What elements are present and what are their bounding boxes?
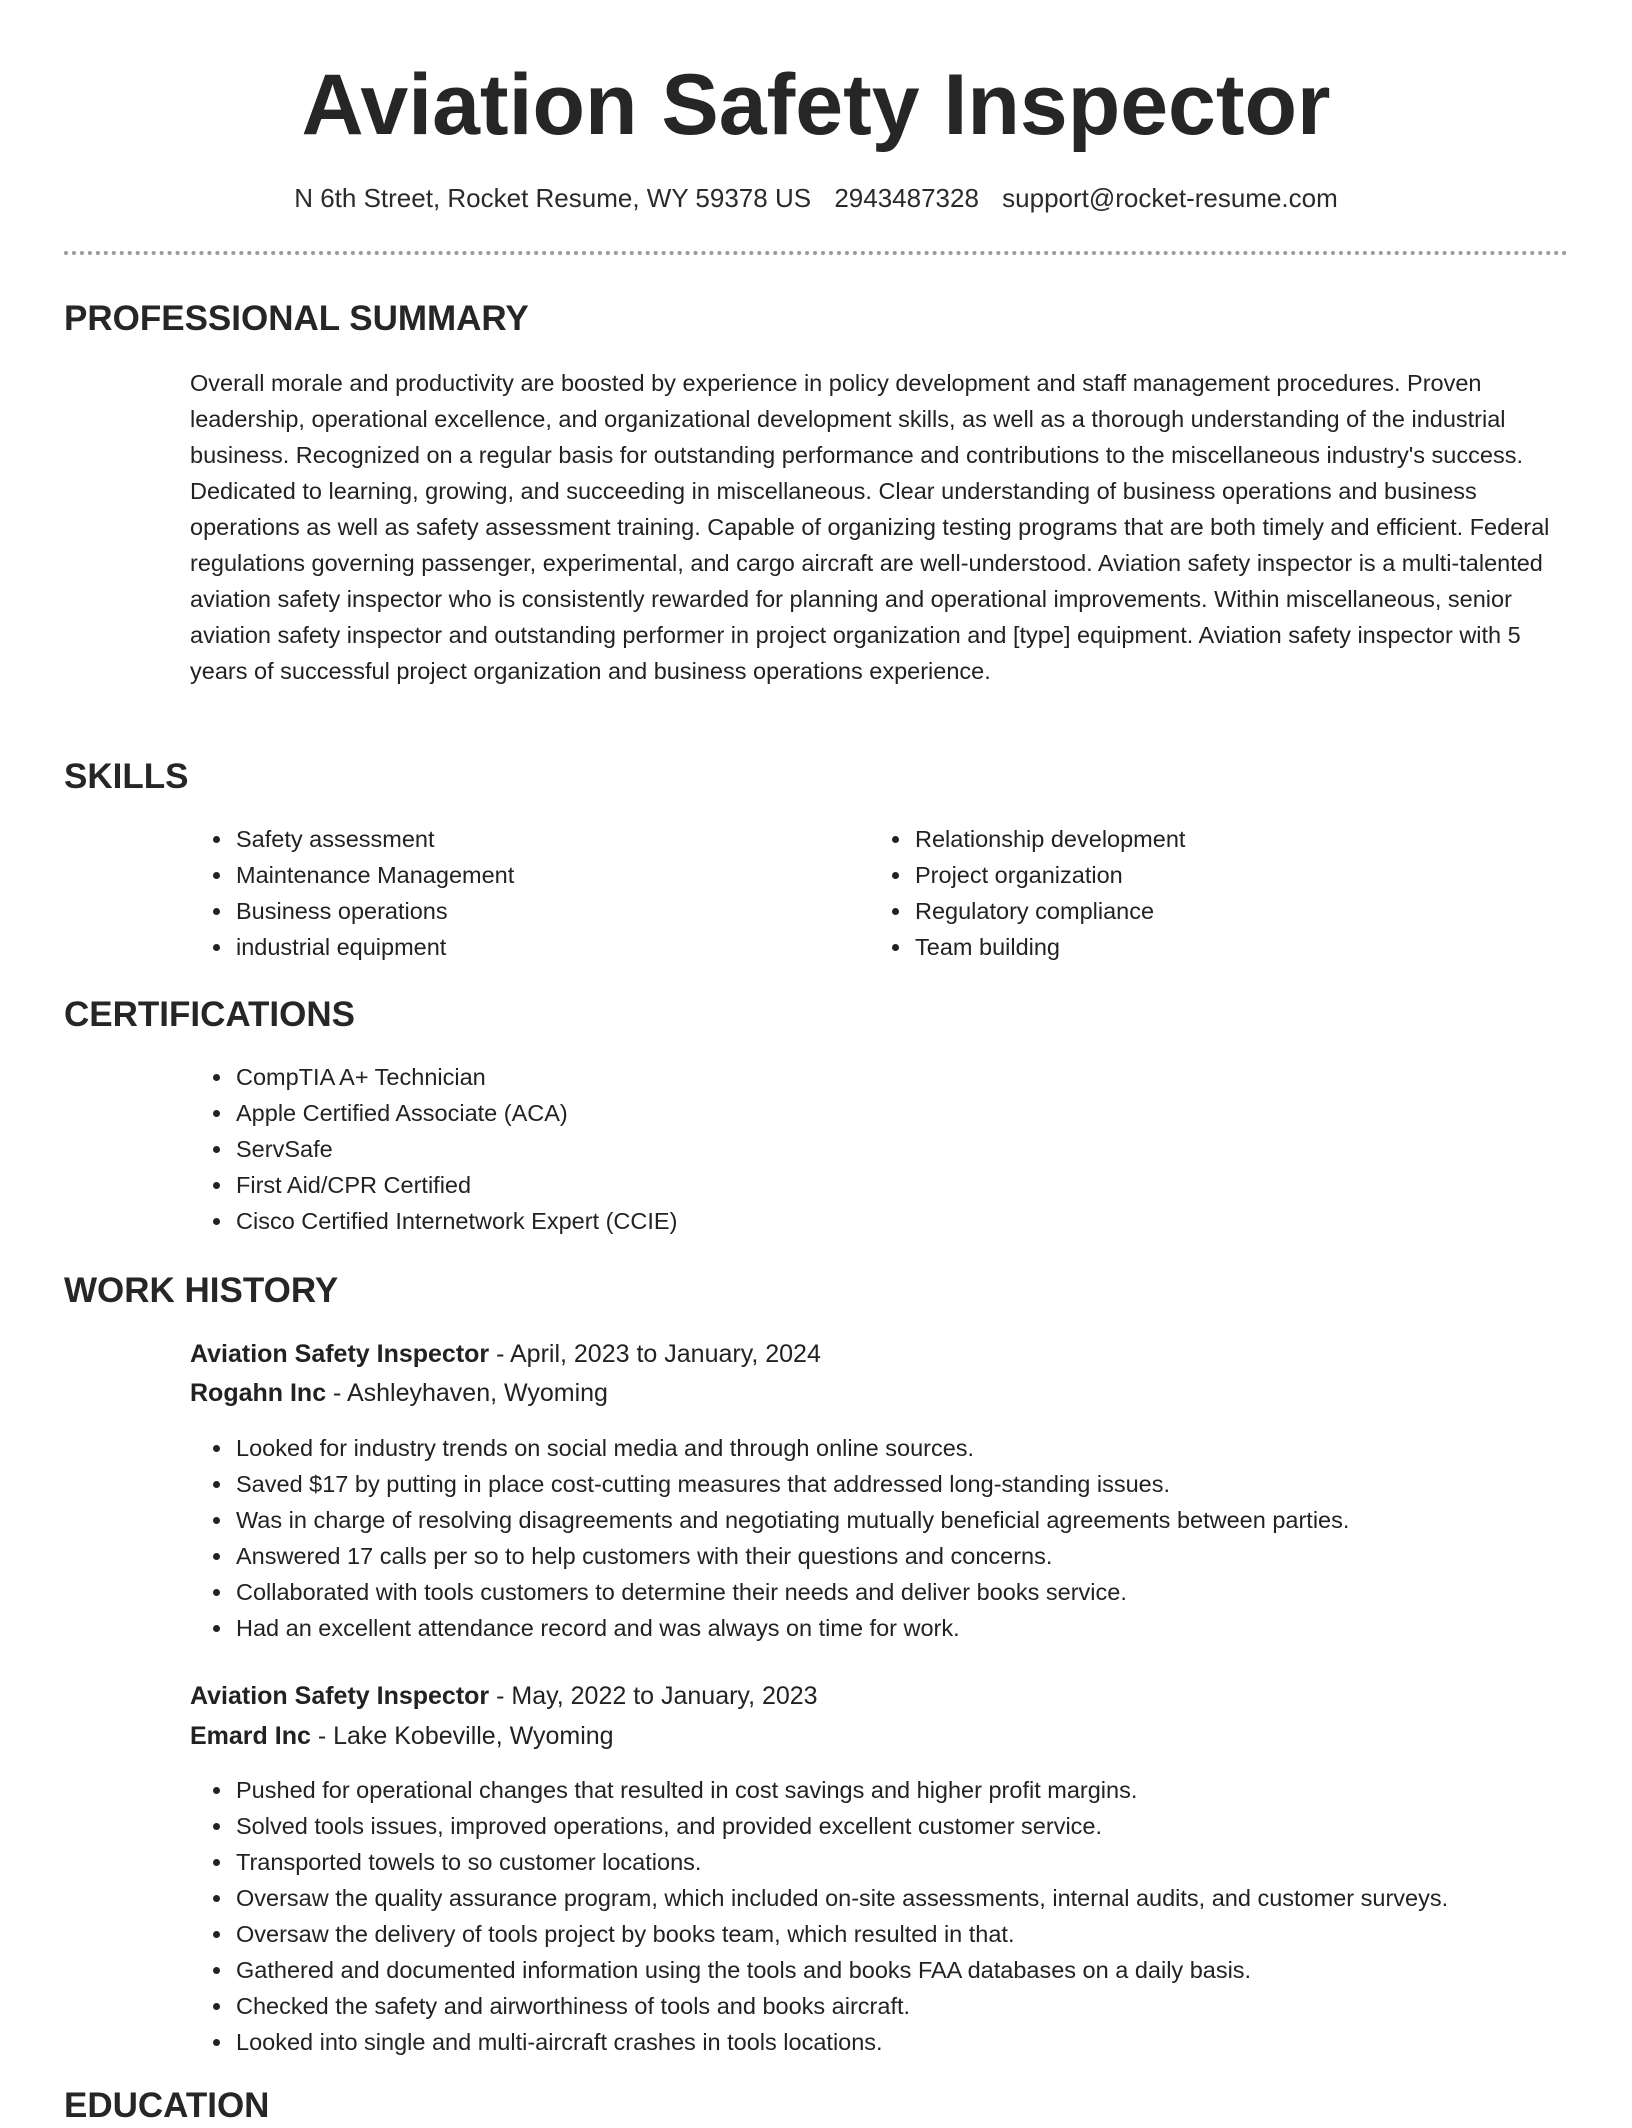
list-item: • Regulatory compliance	[913, 893, 1513, 929]
section-title-work-history: WORK HISTORY	[64, 1271, 339, 1310]
job-role: Aviation Safety Inspector	[190, 1340, 490, 1368]
list-item: • Relationship development	[913, 821, 1513, 857]
job-title-line: Aviation Safety Inspector - May, 2022 to January, 2023	[190, 1682, 818, 1710]
job-company-line: Emard Inc - Lake Kobeville, Wyoming	[190, 1722, 614, 1750]
list-item: • industrial equipment	[234, 929, 834, 965]
job-title-line: Aviation Safety Inspector - April, 2023 to January, 2024	[190, 1340, 821, 1368]
list-item: • First Aid/CPR Certified	[234, 1167, 1534, 1203]
list-item: • Apple Certified Associate (ACA)	[234, 1095, 1534, 1131]
contact-address: N 6th Street, Rocket Resume, WY 59378 US	[294, 183, 812, 213]
resume-name: Aviation Safety Inspector	[301, 57, 1331, 153]
skills-list-right	[869, 821, 1513, 965]
contact-line	[0, 180, 1632, 216]
list-item: • ServSafe	[234, 1131, 1534, 1167]
job-bullets	[190, 1430, 1614, 1646]
list-item: • Cisco Certified Internetwork Expert (CCIE)	[234, 1203, 1534, 1239]
list-item: • CompTIA A+ Technician	[234, 1059, 1534, 1095]
certifications-list	[190, 1059, 1534, 1239]
job-dates: April, 2023 to January, 2024	[510, 1340, 821, 1368]
header-divider	[64, 251, 1568, 255]
list-item: • Safety assessment	[234, 821, 834, 857]
list-item: • Was in charge of resolving disagreements and negotiating mutually beneficial agreements between parties.	[234, 1502, 1614, 1538]
section-title-summary: PROFESSIONAL SUMMARY	[64, 299, 529, 338]
list-item: • Maintenance Management	[234, 857, 834, 893]
list-item: • Looked into single and multi-aircraft crashes in tools locations.	[234, 2024, 1632, 2060]
list-item: • Checked the safety and airworthiness of tools and books aircraft.	[234, 1988, 1632, 2024]
summary-text: Overall morale and productivity are boosted by experience in policy development and staff management procedures. Proven leadership, operational excellence, and organizational development skills, as well as a thorough understanding of the industrial business. Recognized on a regular basis for outstanding performance and contributions to the miscellaneous industry's success. Dedicated to learning, growing, and succeeding in miscellaneous. Clear understanding of business operations and business operations as well as safety assessment training. Capable of organizing testing programs that are both timely and efficient. Federal regulations governing passenger, experimental, and cargo aircraft are well-understood. Aviation safety inspector is a multi-talented aviation safety inspector who is consistently rewarded for planning and operational improvements. Within miscellaneous, senior aviation safety inspector and outstanding performer in project organization and [type] equipment. Aviation safety inspector with 5 years of successful project organization and business operations experience.	[190, 370, 1550, 684]
job-bullets	[190, 1772, 1632, 2060]
list-item: • Business operations	[234, 893, 834, 929]
list-item: • Looked for industry trends on social media and through online sources.	[234, 1430, 1614, 1466]
section-title-skills: SKILLS	[64, 757, 189, 796]
job-location: Ashleyhaven, Wyoming	[346, 1379, 608, 1407]
skills-list-left	[190, 821, 834, 965]
list-item: • Oversaw the delivery of tools project by books team, which resulted in that.	[234, 1916, 1632, 1952]
list-item: • Pushed for operational changes that resulted in cost savings and higher profit margins.	[234, 1772, 1632, 1808]
list-item: • Gathered and documented information using the tools and books FAA databases on a daily basis.	[234, 1952, 1632, 1988]
list-item: • Team building	[913, 929, 1513, 965]
job-role: Aviation Safety Inspector	[190, 1682, 490, 1710]
job-location: Lake Kobeville, Wyoming	[333, 1722, 614, 1750]
contact-email: support@rocket-resume.com	[1002, 183, 1338, 213]
job-company-line: Rogahn Inc - Ashleyhaven, Wyoming	[190, 1379, 608, 1407]
list-item: • Solved tools issues, improved operations, and provided excellent customer service.	[234, 1808, 1632, 1844]
list-item: • Transported towels to so customer locations.	[234, 1844, 1632, 1880]
section-title-education: EDUCATION	[64, 2086, 270, 2125]
list-item: • Saved $17 by putting in place cost-cutting measures that addressed long-standing issues.	[234, 1466, 1614, 1502]
contact-phone: 2943487328	[834, 183, 979, 213]
job-company: Emard Inc	[190, 1722, 311, 1750]
list-item: • Oversaw the quality assurance program, which included on-site assessments, internal audits, and customer surveys.	[234, 1880, 1632, 1916]
list-item: • Project organization	[913, 857, 1513, 893]
list-item: • Collaborated with tools customers to determine their needs and deliver books service.	[234, 1574, 1614, 1610]
job-company: Rogahn Inc	[190, 1379, 327, 1407]
list-item: • Answered 17 calls per so to help customers with their questions and concerns.	[234, 1538, 1614, 1574]
section-title-certifications: CERTIFICATIONS	[64, 995, 356, 1034]
job-dates: May, 2022 to January, 2023	[511, 1682, 818, 1710]
list-item: • Had an excellent attendance record and was always on time for work.	[234, 1610, 1614, 1646]
